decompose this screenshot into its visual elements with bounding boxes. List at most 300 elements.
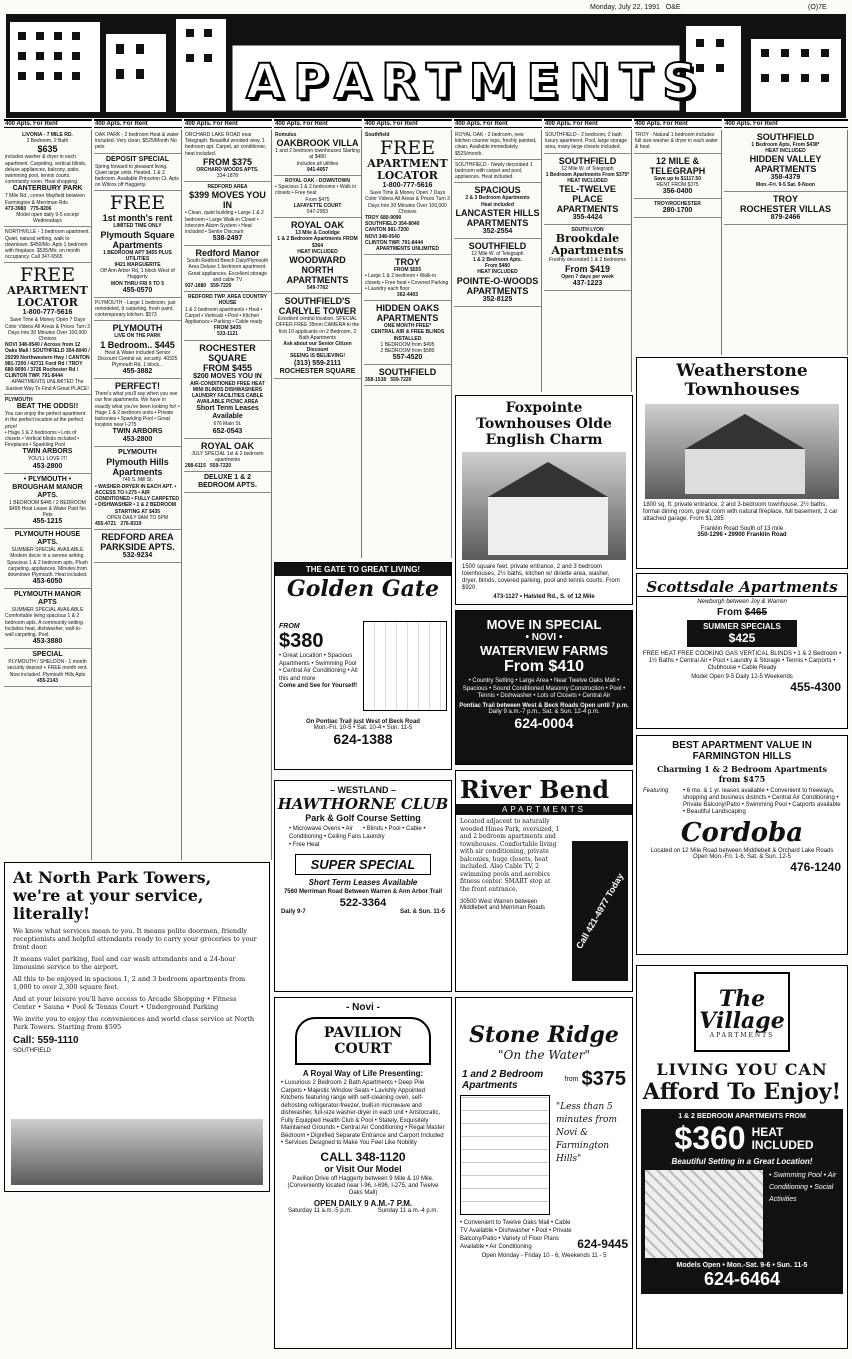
classified-column-4 — [274, 130, 362, 558]
ad-heading: SPACIOUS — [474, 185, 521, 196]
ad-phone: 453-2800 — [122, 436, 153, 444]
ad-phone: 334-1878 — [216, 173, 239, 180]
ad-plymouth-manor — [4, 589, 91, 649]
stone-ridge-quote: "Less than 5 minutes from Novi & Farmington Hills" — [556, 1102, 618, 1164]
ad-phone: 1-800-777-5616 — [22, 309, 73, 317]
ad-name: Plymouth Hills Apartments — [106, 457, 169, 478]
golden-gate-banner: THE GATE TO GREAT LIVING! — [275, 563, 451, 576]
ad-address: 7 Mile Rd., corner Mayfield between Farmington & Merriman Rds — [5, 193, 85, 206]
ad-phone: 288-6115 — [185, 463, 206, 470]
ad-name: PARKSIDE APTS. — [100, 542, 175, 553]
ad-list: • Clean, quiet building • Large 1 & 2 bedroom • Large Walk-in Closet • Intercom Alarm System • Heat included • Senior Discount — [185, 210, 264, 236]
pavilion-title: PAVILION COURT — [295, 1017, 431, 1065]
column-header: 400 Apts. For Rent — [634, 119, 722, 128]
ad-subheading: LIVE ON THE PARK — [114, 333, 161, 340]
ad-body: PLYMOUTH - Large 1 bedroom, just remodeled, 9 carpeting, fresh paint, contemporary kitchen. $573 — [95, 299, 176, 319]
ad-heading: ROYAL OAK — [290, 220, 344, 231]
ad-body: Includes all utilities — [296, 160, 339, 167]
ad-woodward-north — [274, 218, 361, 294]
cordoba-features: • 6 mo. & 1 yr. leases available • Convenient to freeways, shopping and business districts • Central Air Conditioning • Private Balcony/Patio • Swimming Pool • Carports available • Beautiful Landscaping — [683, 788, 841, 815]
ad-lancaster-hills — [454, 183, 541, 238]
weatherstone-phone: 350-1296 • 29900 Franklin Road — [697, 532, 787, 538]
ad-address: Off Ann Arbor Rd, 1 block West of Haggerty — [100, 268, 175, 281]
classified-column-7 — [544, 130, 632, 392]
waterview-city: • NOVI • — [525, 632, 563, 643]
ad-body: Spring forward to pleasant living. Quiet large units. Heated. 1 & 2 bedroom. Available Princeton Ct. Apts on Wilcox off Haggerty. — [95, 163, 179, 189]
ad-heading: PLYMOUTH — [112, 323, 163, 334]
ad-pavilion-court — [274, 997, 452, 1349]
ad-hours: Model open daily 9-5 except Wednesdays — [16, 212, 79, 225]
ad-address: 746 S. Mill St. — [122, 477, 153, 484]
ad-phone: 547-2953 — [306, 209, 329, 216]
ad-location: SOUTHFIELD 354-8040 — [365, 221, 420, 228]
ad-price: 2 BEDROOM from $580 — [380, 348, 435, 355]
golden-gate-hours: Mon.-Fri. 10-5 • Sat. 10-4 • Sun. 11-5 — [313, 725, 413, 731]
ad-phone: 453-2800 — [32, 462, 63, 470]
ad-price: $635 — [37, 144, 58, 155]
ad-phone: 559-7220 — [210, 283, 232, 290]
ad-heading: BEAT THE ODDS!! — [16, 403, 79, 411]
ad-phone: 775-8206 — [30, 205, 52, 212]
pavilion-open: OPEN DAILY 9 A.M.-7 P.M. — [313, 1198, 413, 1208]
ad-heading: PLYMOUTH MANOR APTS — [13, 591, 82, 607]
ad-locations: NOVI 348-0540 / Across from 12 Oaks Mall / SOUTHFIELD 354-8040 / 29299 Northwestern Hwy / CANTON 981-7200 / 42711 Ford Rd / TROY 680-9090 / 3726 Rochester Rd / CLINTON TWP. 791-8444 — [5, 342, 90, 380]
north-park-photo — [11, 1119, 263, 1185]
ad-foxpointe — [455, 395, 633, 605]
ad-southfield-deco — [454, 160, 541, 184]
ad-price: From $480 — [484, 263, 510, 270]
ad-heading: LIVONIA - 7 MILE RD. — [22, 132, 73, 138]
scottsdale-features: FREE HEAT FREE COOKING GAS VERTICAL BLINDS • 1 & 2 Bedroom • 1½ Baths • Central Air • Pool • Laundry & Storage • Tennis • Carports • Clubhouse • Cable Ready — [642, 651, 842, 671]
ad-subheading: 1 and 2 bedroom townhouses Starting at $480 — [275, 148, 360, 161]
ad-body: 1 & 2 Bedroom Apts. — [473, 257, 522, 264]
ad-subheading: SUMMER SPECIAL AVAILABLE — [11, 607, 84, 614]
ad-price: 1 Bedroom Apartments From $375* — [545, 171, 630, 178]
ad-rochester-villas — [724, 192, 847, 225]
classified-column-6 — [454, 130, 542, 392]
ad-brookdale — [544, 225, 631, 291]
ad-troy-rochester — [634, 199, 721, 218]
ad-headline: LOCATOR — [377, 169, 438, 183]
north-park-body-3: All this to be enjoyed in spacious 1, 2 and 3 bedroom apartments from 1,000 to over 2,300 square feet. — [13, 975, 246, 991]
pavilion-city: - Novi - — [346, 1002, 380, 1013]
ad-phone: 455-2143 — [36, 677, 59, 684]
ad-troy-555 — [364, 255, 451, 301]
ad-location: NOVI 348-0540 — [365, 233, 400, 240]
classified-column-9 — [724, 130, 848, 355]
ad-redford-area — [94, 530, 181, 563]
cordoba-hours: Open Mon.-Fri. 1-6, Sat. & Sun. 12-5 — [692, 854, 792, 860]
ad-price: 1 BEDROOM from $495 — [380, 341, 435, 348]
ad-name: TEL-TWELVE PLACE APARTMENTS — [556, 184, 619, 215]
ad-subheading: LIMITED TIME ONLY — [113, 223, 162, 230]
ad-heading: DELUXE 1 & 2 BEDROOM APTS. — [198, 474, 257, 490]
waterview-features: • Country Setting • Large Area • Near Twelve Oaks Mall • Spacious • Sound Conditioned Masonry Construction • Pool • Tennis • Dishwasher • Lots of Closets • Central Air — [462, 678, 626, 699]
river-bend-body: Located adjacent to naturally wooded Hines Park, oversized, 1 and 2 bedroom apartments and townhouses. Comfortable living with air conditioning, private balconies, huge closets, heat included. Also Cable TV, 2 swimming pools and aerobics fitness center. SMART stop at the front entrance. — [460, 818, 560, 893]
ad-tagline: APARTMENTS UNLIMITED The Easiest Way To Find A Great PLACE! — [6, 379, 89, 392]
village-title: The Village — [699, 986, 785, 1034]
pavilion-features: • Luxurious 2 Bedroom 2 Bath Apartments • Deep Pile Carpets • Majestic Window Seats • Lavishly Appointed Kitchens featuring range with self-cleaning oven, self-defrosting refrigerator-freezer, built-in microwave and dishwasher, full-size washer-dryer in each unit • Aristocratic, Fully Equipped Health Club & Pool • Stately, Exquisitely Maintained Grounds • Central Air Conditioning • Regal Master Bedroom • Dignified Separate Entrance and Carport Included • Services Designed to Make You Feel Like Nobility — [281, 1080, 445, 1146]
ad-phone: 557-4520 — [392, 354, 423, 362]
weatherstone-body: 1800 sq. ft. private entrance, 2 and 3-bedroom townhouse, 2½ baths, formal dining room, great room with natural fireplace, full basement, 2 car attached garage. From $1,285 — [643, 502, 838, 522]
ad-heading: REDFORD AREA — [207, 184, 248, 191]
waterview-phone: 624-0004 — [514, 714, 574, 731]
ad-price: STARTING AT $435 — [114, 508, 161, 515]
ad-phone: 356-0400 — [662, 188, 693, 196]
ad-city: Romulus — [275, 132, 297, 138]
ad-subheading: 2 & 3 Bedroom Apartments — [465, 195, 530, 202]
ad-plymouth-house — [4, 529, 91, 589]
ad-subheading: ONE MONTH FREE* — [383, 323, 432, 330]
weatherstone-title: Weatherstone Townhouses — [676, 361, 808, 400]
ad-headline: 1st month's rent — [102, 213, 173, 224]
ad-hours: OPEN DAILY 9AM TO 5PM — [106, 514, 169, 521]
village-heat: HEAT INCLUDED — [751, 1124, 814, 1152]
ad-heading: TROY — [394, 257, 420, 268]
ad-price: FROM $375 — [202, 156, 253, 167]
ad-country-house — [184, 292, 271, 340]
waterview-move-in: MOVE IN SPECIAL — [486, 617, 602, 632]
ad-hawthorne-club — [274, 780, 452, 992]
ad-body: You can enjoy the perfect apartment in the perfect location at the perfect price! — [5, 411, 86, 430]
hawthorne-features-2: • Blinds • Pool • Cable • Laundry — [363, 826, 426, 840]
ad-heading: • PLYMOUTH • BROUGHAM MANOR APTS. — [12, 475, 83, 499]
ad-location: TROY 680-9090 — [365, 215, 402, 222]
ad-body: Freshly decorated 1 & 2 bedrooms — [549, 257, 626, 264]
ad-lafayette-court — [274, 176, 361, 218]
ad-heading: PLYMOUTH — [118, 449, 157, 457]
classified-column-5 — [364, 130, 452, 558]
ad-phone: 280-1700 — [662, 207, 693, 215]
scottsdale-phone: 455-4300 — [790, 680, 841, 694]
ad-free-locator-southfield — [364, 130, 451, 255]
ad-heading: TROY — [772, 193, 798, 204]
stone-ridge-subtitle: "On the Water" — [498, 1048, 590, 1062]
village-subtitle: APARTMENTS — [709, 1032, 775, 1039]
ad-beat-the-odds — [4, 395, 91, 474]
ad-scottsdale — [636, 573, 848, 729]
ad-name: LANCASTER HILLS APARTMENTS — [455, 207, 540, 228]
section-title: APARTMENTS — [246, 54, 707, 110]
ad-phone: 358-4379 — [770, 174, 801, 182]
ad-southfield-luxury — [544, 130, 631, 154]
hawthorne-phone: 522-3364 — [339, 897, 387, 909]
ad-waterview-farms — [455, 610, 633, 765]
north-park-body-5: We invite you to enjoy the conveniences and world class service at North Park Towers. Starting from $595 — [13, 1015, 255, 1031]
column-header: 400 Apts. For Rent — [364, 119, 452, 128]
ad-subheading: Short Term Leases Available — [196, 405, 259, 421]
stone-ridge-from: from — [564, 1076, 579, 1083]
ad-apartment-locator — [4, 263, 91, 394]
hawthorne-city: – WESTLAND – — [329, 785, 396, 795]
ad-southfield-2 — [364, 365, 451, 386]
ad-heading: SOUTHFIELD — [756, 132, 815, 142]
ad-headline: FREE — [19, 264, 76, 287]
scottsdale-old-price: $465 — [744, 607, 768, 618]
ad-price: 1 Bedroom.. $445 — [100, 339, 175, 350]
column-header: 400 Apts. For Rent — [184, 119, 272, 128]
north-park-body-2: It means valet parking, fuel and car wash attendants and a 24-hour limousine service to the airport. — [13, 955, 236, 971]
ad-location: CANTON 981-7200 — [365, 227, 409, 234]
ad-phone: 941-4057 — [306, 166, 329, 173]
stone-ridge-beds: 1 and 2 Bedroom Apartments — [462, 1068, 544, 1091]
ad-royal-oak-2bed — [454, 130, 541, 160]
ad-phone: 549-7762 — [306, 285, 329, 292]
scottsdale-hours: Model Open 9-5 Daily 12-5 Weekends — [691, 674, 793, 680]
ad-body: JULY SPECIAL 1st & 2 bedroom apartments — [191, 450, 264, 463]
ad-phone: 455-3882 — [122, 368, 153, 376]
ad-phone: 453-6050 — [32, 578, 63, 586]
golden-gate-title: Golden Gate — [286, 576, 440, 602]
ad-heading: REDFORD TWP. AREA COUNTRY HOUSE — [187, 294, 268, 307]
ad-body: OAK PARK - 2 bedroom Heat & water included. Very clean. $525/Month No pets — [95, 132, 179, 151]
waterview-directions: Pontiac Trail between West & Beck Roads Open until 7 p.m. — [459, 702, 629, 709]
column-header: 400 Apts. For Rent — [544, 119, 632, 128]
hawthorne-short-term: Short Term Leases Available — [308, 878, 418, 887]
ad-phone: 362-4403 — [396, 292, 419, 299]
ad-list: 1 & 2 bedroom apartments • Heat • Carpet • Verticals • Pool • Kitchen Appliances • Parking • Cable ready — [185, 306, 263, 326]
ad-heading: PERFECT! — [115, 381, 160, 392]
river-bend-address: 30500 West Warren between Middlebelt and Merriman Roads — [460, 899, 546, 911]
ad-phone: 453-3880 — [32, 638, 63, 646]
ad-phone: 355-4424 — [572, 214, 603, 222]
ad-price: 1 Bedroom Apts. From $438* — [751, 142, 820, 148]
village-band: 1 & 2 BEDROOM APARTMENTS FROM — [678, 1113, 806, 1120]
column-header: 400 Apts. For Rent — [94, 119, 182, 128]
ad-brougham-manor — [4, 474, 91, 530]
ad-phone: 352-2554 — [482, 227, 513, 235]
ad-phone: 559-7220 — [390, 377, 412, 384]
ad-sheldon — [4, 649, 91, 687]
ad-body: NORTHVILLE - 1 bedroom apartment. Quiet, natural setting, walk to downtown. $450/Mo. Apts 1 bedroom with fireplace. $535/Mo. on month occupancy. Call 347-6565 — [5, 229, 90, 261]
ad-phone: 437-1223 — [572, 279, 603, 287]
cordoba-address: Located on 12 Mile Road between Middlebelt & Orchard Lake Roads — [650, 848, 834, 854]
ad-body: Comfortable living spacious 1 & 2 bedroom apts. A community setting. Includes heat, dishwasher, wall-to-wall carpeting. Pool. — [5, 613, 85, 638]
ad-body: SOUTHFIELD - Newly decorated 1 bedroom with carpet and pool, appliances. Heat included. — [455, 161, 533, 181]
classified-column-1 — [4, 130, 92, 860]
ad-perfect — [94, 379, 181, 447]
ad-stone-ridge — [455, 997, 633, 1349]
ad-city: SOUTH LYON — [571, 227, 604, 234]
ad-weatherstone — [636, 357, 848, 569]
ad-phone: 358-1538 — [365, 377, 387, 384]
column-header: 400 Apts. For Rent — [4, 119, 92, 128]
ad-name: HIDDEN VALLEY APARTMENTS — [749, 154, 822, 175]
ad-address: 9421 MARGUERITE — [114, 262, 161, 269]
ad-headline: APARTMENT — [7, 284, 88, 298]
issue-date: Monday, July 22, 1991 O&E — [590, 4, 681, 11]
ad-body: PLYMOUTH / SHELDON - 1 month security deposit + FREE month rent. Now included. Plymouth Hills Apts — [7, 659, 88, 678]
weatherstone-photo — [645, 404, 839, 499]
apartments-banner — [6, 14, 846, 118]
ad-phone: 276-8319 — [120, 520, 142, 527]
ad-body: 1 BEDROOM $445 / 2 BEDROOM $495 Heat Lease & Water Paid No Pets — [9, 499, 86, 518]
stone-ridge-map — [460, 1095, 550, 1215]
ad-list: • Huge 1 & 2 bedrooms • Lots of closets • Vertical blinds included • Fireplaces • Sparkling Pool — [5, 429, 80, 449]
ad-redford-manor — [184, 246, 271, 292]
hawthorne-hours-weekend: Sat. & Sun. 11-5 — [399, 909, 445, 915]
ad-name: ROCHESTER VILLAS — [739, 203, 831, 214]
ad-headline: APARTMENT — [367, 157, 448, 171]
ad-phone: 879-2466 — [770, 213, 801, 221]
pavilion-way-of-life: A Royal Way of Life Presenting: — [302, 1069, 424, 1078]
ad-subheading: SUMMER SPECIAL AVAILABLE — [11, 547, 84, 554]
river-bend-title: River Bend — [460, 775, 610, 804]
scottsdale-location: Newburgh between Joy & Warren — [697, 599, 787, 605]
village-models: Models Open • Mon.-Sat. 9-6 • Sun. 11-5 — [676, 1262, 808, 1269]
north-park-city: SOUTHFIELD — [13, 1048, 52, 1054]
stone-ridge-hours: Open Monday - Friday 10 - 6, Weekends 11 - 5 — [481, 1253, 607, 1259]
ad-list: • WASHER-DRYER IN EACH APT. • ACCESS TO I-275 • AIR CONDITIONED • FULLY CARPETED • DISHWASHER • 1 & 2 BEDROOM — [95, 483, 179, 509]
ad-body: TROY - Natural 1 bedroom includes full size washer & dryer in each water & heat. — [635, 132, 718, 151]
ad-phone: 538-2497 — [212, 235, 243, 243]
column-header: 400 Apts. For Rent — [274, 119, 362, 128]
stone-ridge-features: • Convenient to Twelve Oaks Mall • Cable TV Available • Dishwasher • Pool • Private Balcony/Patio • Variety of Floor Plans Available • Air Conditioning — [460, 1220, 572, 1250]
hawthorne-super-special: SUPER SPECIAL — [295, 854, 431, 875]
ad-body: Excellent central location. SPECIAL OFFER FREE 35mm CAMERA to the first 10 applicants on 2 Bedroom, 2 Bath Apartments — [275, 316, 360, 341]
foxpointe-body: 1500 square feet, private entrance, 2 and 3 bedroom townhouses, 2½ baths, kitchen w/ dinette area, washer, dryer, blinds, covered parking, pool and tennis courts. From $920 — [462, 564, 620, 591]
ad-phone: 352-8125 — [482, 295, 513, 303]
golden-gate-come: Come and See for Yourself! — [279, 683, 358, 689]
village-living: LIVING YOU CAN — [656, 1060, 828, 1079]
pavilion-saturday: Saturday 11 a.m.-5 p.m. — [287, 1207, 352, 1214]
hawthorne-title: HAWTHORNE CLUB — [277, 795, 449, 813]
ad-body: ROYAL OAK - 2 bedroom, new kitchen counter tops, freshly painted, clean. Available immediately. $525/month. — [455, 132, 537, 157]
top-line — [0, 0, 852, 14]
ad-price: FROM $435 — [213, 325, 242, 332]
ad-the-village — [636, 965, 848, 1349]
ad-heading: SOUTHFIELD — [468, 240, 527, 251]
ad-heading: $200 MOVES YOU IN — [193, 372, 262, 380]
ad-feature: HEAT INCLUDED — [765, 148, 806, 155]
ad-body: There's what you'll say when you see our fine apartments. We have in exactly what you've been looking for! • Huge 1 & 2 bedroom units • Private balconies • Sparkling Pool • Great location near I-275 — [95, 391, 180, 429]
ad-heading: DEPOSIT SPECIAL — [105, 155, 169, 163]
ad-northville — [4, 227, 91, 263]
ad-heading: SOUTHFIELD — [378, 367, 437, 378]
river-bend-subtitle: APARTMENTS — [456, 804, 632, 815]
ad-list: AIR-CONDITIONED FREE HEAT MINI BLINDS DISHWASHERS LAUNDRY FACILITIES CABLE AVAILABLE PICNIC AREA — [190, 380, 265, 406]
cordoba-subheadline: Charming 1 & 2 Bedroom Apartments from $475 — [656, 764, 828, 784]
golden-gate-map — [363, 621, 447, 711]
ad-name: CANTERBURY PARK — [12, 185, 83, 193]
ad-body: Modern decor in a serene setting. Spacious 1 & 2 bedroom apts. Plush carpeting, appliances. Minutes from downtown Plymouth. Heat included. — [7, 553, 88, 578]
ad-heading: SPECIAL — [32, 651, 63, 659]
pavilion-sunday: Sunday 11 a.m.-4 p.m. — [377, 1207, 439, 1214]
ad-name: LAFAYETTE COURT — [293, 202, 342, 209]
ad-plymouth-large — [94, 298, 181, 322]
ad-name: TWIN ARBORS — [22, 448, 73, 456]
pavilion-call: CALL 348-1120 — [320, 1149, 406, 1164]
ad-hidden-valley — [724, 130, 847, 192]
hawthorne-address: 7560 Merriman Road Between Warren & Ann Arbor Trail — [283, 889, 443, 895]
ad-name: ROCHESTER SQUARE — [279, 367, 356, 375]
ad-north-park-towers — [4, 862, 270, 1192]
cordoba-featuring: Featuring — [643, 788, 669, 794]
ad-phone: 937-1880 — [185, 283, 207, 290]
ad-name: OAKBROOK VILLA — [276, 138, 359, 149]
ad-city: Southfield — [365, 132, 390, 138]
ad-phone: 533-1121 — [217, 331, 238, 338]
ad-name: POINTE-O-WOODS APARTMENTS — [456, 275, 539, 296]
ad-phone: 532-9234 — [122, 552, 153, 560]
ad-phone: 455-0570 — [122, 286, 153, 294]
ad-hours: MON THRU FRI 9 TO 5 — [111, 280, 164, 287]
ad-note: Ask about our Senior Citizen Discount — [283, 341, 352, 354]
foxpointe-title: Foxpointe Townhouses Olde English Charm — [476, 400, 612, 448]
ad-phone: 455-4721 — [95, 520, 117, 527]
ad-feature: Heat included — [481, 201, 514, 208]
waterview-price: From $410 — [503, 658, 585, 675]
ad-hours: Mon.-Fri. 9-5 Sat. 9-Noon — [756, 182, 815, 189]
ad-name: ROCHESTER SQUARE — [199, 342, 256, 363]
ad-heading: 12 MILE & TELEGRAPH — [649, 155, 706, 176]
ad-body: Heat & Water included Senior Discount Central air, security. 40325 Plymouth Rd, 1 block... — [97, 349, 178, 369]
ad-name: ORCHARD WOODS APTS. — [196, 166, 259, 173]
stone-ridge-price: $375 — [581, 1068, 626, 1090]
ad-heading: SOUTHFIELD — [558, 155, 617, 166]
village-phone: 624-6464 — [703, 1269, 781, 1289]
hawthorne-features-1: • Microwave Ovens • Air Conditioning • Ceiling Fans • Free Heat — [289, 826, 362, 848]
ad-body: Save Time & Money Open 7 Days Color Videos All Areas & Prices Turn 3 Days Into 30 Minutes Over 100,000 Choices — [5, 317, 90, 343]
ad-phone: (313) 559-2111 — [293, 359, 342, 367]
column-header: 400 Apts. For Rent — [724, 119, 848, 128]
waterview-hours: Daily 9 a.m.-7 p.m., Sat. & Sun. 12-4 p.m. — [488, 708, 600, 715]
ad-name: WOODWARD NORTH APARTMENTS — [286, 255, 349, 286]
golden-gate-features: • Great Location • Spacious Apartments • Swimming Pool • Central Air Conditioning • All this and more — [279, 653, 358, 682]
stone-ridge-title: Stone Ridge — [469, 1022, 619, 1048]
ad-subheading: 12 Mile W. of Telegraph — [471, 250, 524, 257]
ad-name: TWIN ARBORS — [112, 428, 163, 436]
ad-price: FROM $455 — [202, 362, 253, 373]
classified-column-3 — [184, 130, 272, 860]
ad-hours: Open 7 days per week — [561, 273, 614, 280]
village-price: $360 — [674, 1120, 746, 1156]
ad-deluxe — [184, 472, 271, 493]
ad-note: SEEING IS BELIEVING! — [289, 353, 345, 360]
ad-canterbury-park — [4, 130, 91, 227]
ad-address: 676 Main St. — [213, 421, 242, 428]
ad-12-mile-telegraph — [634, 154, 721, 199]
ad-body: includes washer & dryer in each apartment. Carpeting, vertical blinds, deluxe appliances, balcony, patio, swimming pool, tennis courts, community room. Heat shopping. — [5, 154, 87, 186]
ad-list: • Large 1 & 2 bedroom • Walk-in closets • Free heat • Covered Parking • Laundry each floor — [365, 273, 449, 292]
ad-name: Redford Manor — [195, 248, 260, 259]
ad-redford-399 — [184, 182, 271, 246]
ad-price: From $475 — [305, 196, 330, 203]
village-beautiful: Beautiful Setting in a Great Location! — [671, 1157, 813, 1166]
ad-feature: HEAT INCLUDED — [297, 248, 338, 255]
ad-body: Save Time & Money Open 7 Days Color Videos All Areas & Prices Turn 3 Days Into 30 Minutes Over 100,000 Choices — [365, 190, 450, 215]
ad-subheading: 12 Mile W. of Telegraph — [561, 165, 614, 172]
ad-tagline: APARTMENTS UNLIMITED — [376, 246, 439, 253]
golden-gate-from: FROM — [279, 623, 300, 630]
ad-oakbrook-villa — [274, 130, 361, 176]
ad-body: SOUTHFIELD - 2 bedroom, 2 bath luxury apartment. Pool, large storage area, many large closets included. — [545, 132, 627, 151]
cordoba-phone: 476-1240 — [790, 860, 841, 874]
ad-tel-twelve — [544, 154, 631, 226]
ad-deposit-special — [94, 154, 181, 192]
ad-headline: LOCATOR — [17, 296, 78, 310]
ad-phone: 652-0543 — [212, 427, 243, 435]
ad-body: CENTRAL AIR & FREE BLINDS INSTALLED — [370, 329, 445, 342]
pavilion-directions: Pavilion Drive off Haggerty between 9 Mile & 10 Mile. (Conveniently located near I-96, I-696, I-275, and Twelve Oaks Mall) — [287, 1175, 439, 1196]
ad-live-on-the-park — [94, 321, 181, 379]
ad-price: FROM $555 — [393, 267, 422, 274]
ad-subheading: 2 Bedroom, 2 Bath — [26, 138, 69, 145]
ad-troy-natural — [634, 130, 721, 154]
scottsdale-title: Scottsdale Apartments — [637, 574, 847, 597]
ad-body: South Redford Beech Daly/Plymouth Area Deluxe 1 bedroom apartment. Great appliances. Excellent storage and cable TV — [186, 258, 269, 283]
north-park-body-1: We know what services mean to you. It means polite doormen, friendly receptionists and helpful attendants ready to carry your groceries to your front door. — [13, 927, 257, 951]
